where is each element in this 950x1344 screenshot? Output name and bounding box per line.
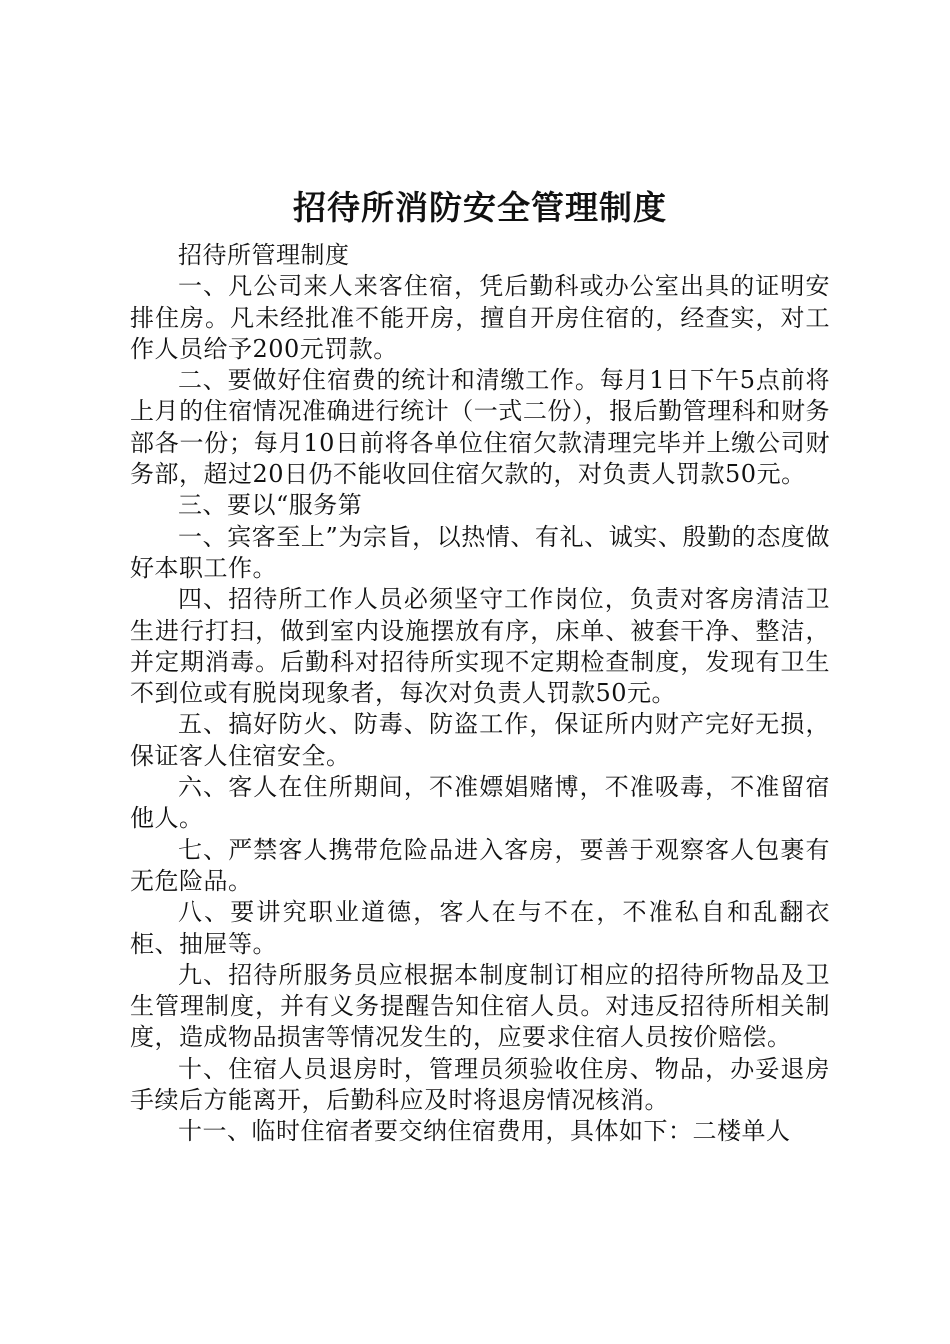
paragraph-4: 四、招待所工作人员必须坚守工作岗位，负责对客房清洁卫生进行打扫，做到室内设施摆放有序，床单、被套干净、整洁，并定期消毒。后勤科对招待所实现不定期检查制度，发现有卫生不到位或有脱岗现象者，每次对负责人罚款50元。 xyxy=(130,585,830,708)
paragraph-10: 十、住宿人员退房时，管理员须验收住房、物品，办妥退房手续后方能离开，后勤科应及时将退房情况核消。 xyxy=(130,1054,830,1115)
paragraph-3-continued: 一、宾客至上”为宗旨，以热情、有礼、诚实、殷勤的态度做好本职工作。 xyxy=(130,522,830,582)
paragraph-3: 三、要以“服务第 xyxy=(178,491,363,520)
document-page xyxy=(130,180,830,1148)
paragraph-11: 十一、临时住宿者要交纳住宿费用，具体如下：二楼单人 xyxy=(178,1117,791,1146)
paragraph-subtitle: 招待所管理制度 xyxy=(178,241,350,269)
paragraph-9: 九、招待所服务员应根据本制度制订相应的招待所物品及卫生管理制度，并有义务提醒告知住宿人员。对违反招待所相关制度，造成物品损害等情况发生的，应要求住宿人员按价赔偿。 xyxy=(130,960,830,1052)
paragraph-8: 八、要讲究职业道德，客人在与不在，不准私自和乱翻衣柜、抽屉等。 xyxy=(130,898,830,958)
paragraph-6: 六、客人在住所期间，不准嫖娼赌博，不准吸毒，不准留宿他人。 xyxy=(130,773,830,833)
paragraph-2: 二、要做好住宿费的统计和清缴工作。每月1日下午5点前将上月的住宿情况准确进行统计（一式二份），报后勤管理科和财务部各一份；每月10日前将各单位住宿欠款清理完毕并上缴公司财务部，超过20日仍不能收回住宿欠款的，对负责人罚款50元。 xyxy=(130,366,830,489)
paragraph-1: 一、凡公司来人来客住宿，凭后勤科或办公室出具的证明安排住房。凡未经批准不能开房，擅自开房住宿的，经查实，对工作人员给予200元罚款。 xyxy=(130,272,830,363)
document-title: 招待所消防安全管理制度 xyxy=(293,188,667,227)
paragraph-7: 七、严禁客人携带危险品进入客房，要善于观察客人包裹有无危险品。 xyxy=(130,835,830,895)
paragraph-5: 五、搞好防火、防毒、防盗工作，保证所内财产完好无损，保证客人住宿安全。 xyxy=(130,710,830,770)
document-body xyxy=(130,240,830,1148)
